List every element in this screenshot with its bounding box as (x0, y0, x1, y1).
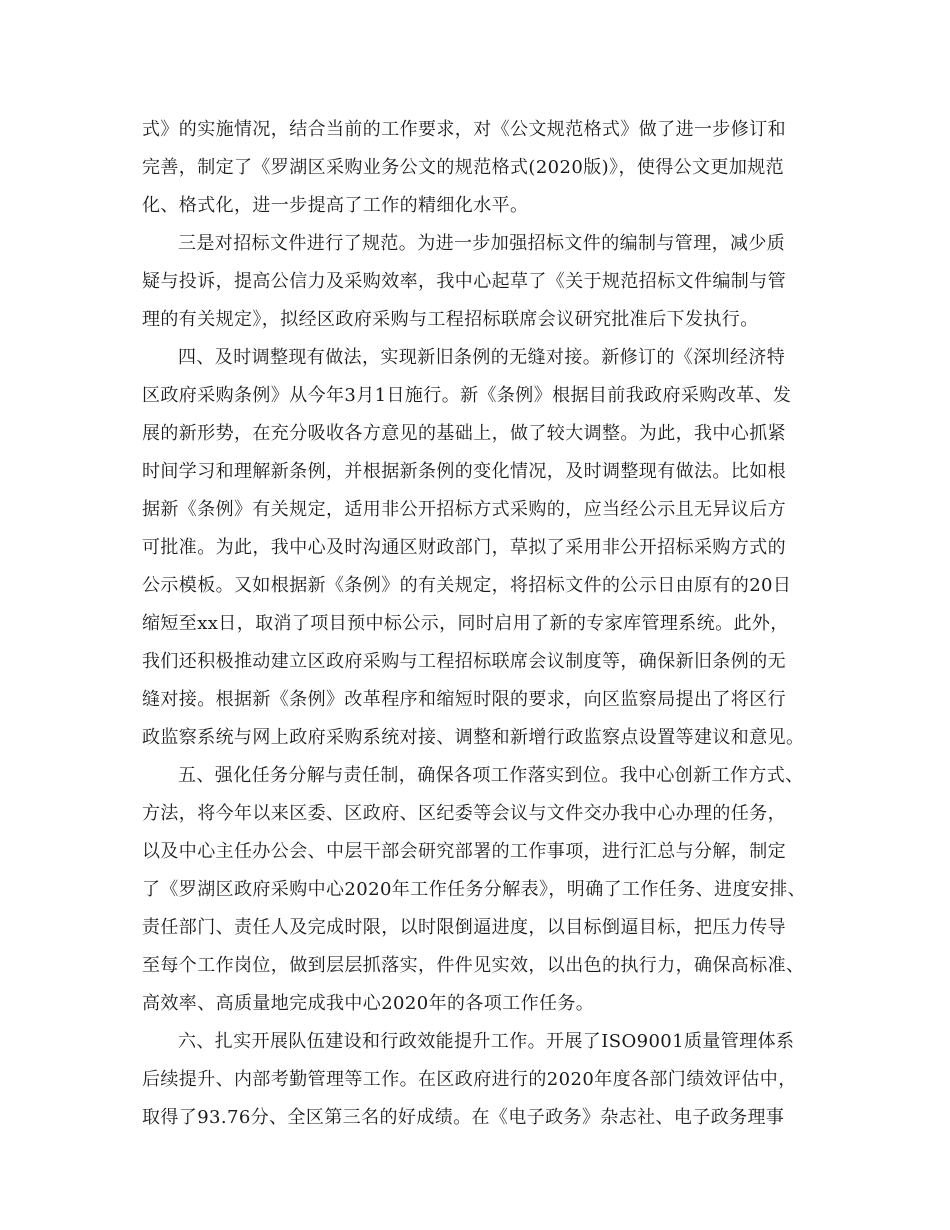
text-line: 缩短至xx日，取消了项目预中标公示，同时启用了新的专家库管理系统。此外， (142, 613, 789, 634)
paragraph-first-line: 三是对招标文件进行了规范。为进一步加强招标文件的编制与管理，减少质 (178, 233, 786, 254)
text-line: 化、格式化，进一步提高了工作的精细化水平。 (142, 195, 529, 216)
text-line: 缝对接。根据新《条例》改革程序和缩短时限的要求，向区监察局提出了将区行 (142, 689, 786, 710)
text-line: 式》的实施情况，结合当前的工作要求，对《公文规范格式》做了进一步修订和 (142, 119, 786, 140)
text-line: 高效率、高质量地完成我中心2020年的各项工作任务。 (142, 993, 595, 1014)
text-line: 区政府采购条例》从今年3月1日施行。新《条例》根据目前我政府采购改革、发 (142, 385, 792, 406)
paragraph-first-line: 五、强化任务分解与责任制，确保各项工作落实到位。我中心创新工作方式、 (178, 765, 804, 786)
text-line: 后续提升、内部考勤管理等工作。在区政府进行的2020年度各部门绩效评估中， (142, 1069, 797, 1090)
text-line: 据新《条例》有关规定，适用非公开招标方式采购的，应当经公示且无异议后方 (142, 499, 786, 520)
text-line: 可批准。为此，我中心及时沟通区财政部门，草拟了采用非公开招标采购方式的 (142, 537, 786, 558)
text-line: 政监察系统与网上政府采购系统对接、调整和新增行政监察点设置等建议和意见。 (142, 727, 805, 748)
text-line: 了《罗湖区政府采购中心2020年工作任务分解表》，明确了工作任务、进度安排、 (142, 879, 807, 900)
text-line: 方法，将今年以来区委、区政府、区纪委等会议与文件交办我中心办理的任务， (142, 803, 786, 824)
text-line: 公示模板。又如根据新《条例》的有关规定，将招标文件的公示日由原有的20日 (142, 575, 792, 596)
text-line: 至每个工作岗位，做到层层抓落实，件件见实效，以出色的执行力，确保高标准、 (142, 955, 805, 976)
text-line: 疑与投诉，提高公信力及采购效率，我中心起草了《关于规范招标文件编制与管 (142, 271, 786, 292)
text-line: 我们还积极推动建立区政府采购与工程招标联席会议制度等，确保新旧条例的无 (142, 651, 786, 672)
text-line: 以及中心主任办公会、中层干部会研究部署的工作事项，进行汇总与分解，制定 (142, 841, 786, 862)
text-line: 取得了93.76分、全区第三名的好成绩。在《电子政务》杂志社、电子政务理事 (142, 1107, 785, 1128)
text-line: 理的有关规定》，拟经区政府采购与工程招标联席会议研究批准后下发执行。 (142, 309, 759, 330)
text-line: 时间学习和理解新条例，并根据新条例的变化情况，及时调整现有做法。比如根 (142, 461, 786, 482)
paragraph-first-line: 四、及时调整现有做法，实现新旧条例的无缝对接。新修订的《深圳经济特 (178, 347, 786, 368)
text-line: 展的新形势，在充分吸收各方意见的基础上，做了较大调整。为此，我中心抓紧 (142, 423, 786, 444)
paragraph-first-line: 六、扎实开展队伍建设和行政效能提升工作。开展了ISO9001质量管理体系 (178, 1031, 795, 1052)
text-line: 责任部门、责任人及完成时限，以时限倒逼进度，以目标倒逼目标，把压力传导 (142, 917, 786, 938)
text-line: 完善，制定了《罗湖区采购业务公文的规范格式(2020版)》，使得公文更加规范 (142, 157, 785, 178)
